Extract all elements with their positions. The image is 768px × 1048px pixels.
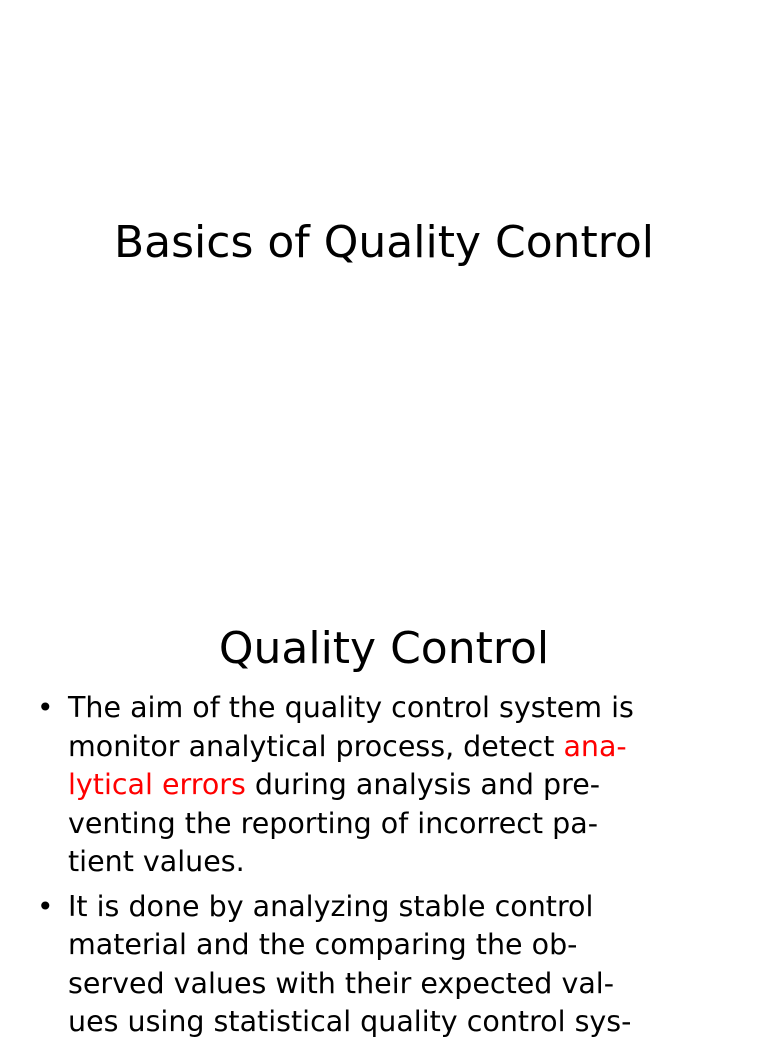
- bullet-1-line-5: tient values.: [68, 845, 245, 878]
- bullet-1-line-2: [68, 728, 768, 767]
- bullet-2-line-4: ues using statistical quality control sys-: [68, 1005, 632, 1038]
- bullet-1-line-3-text: during analysis and pre-: [245, 768, 601, 801]
- bullet-marker-icon: •: [37, 889, 54, 923]
- bullet-item-method: [0, 888, 768, 1042]
- bullet-1-line-3: [68, 766, 768, 805]
- slide-2-title: Quality Control: [218, 623, 550, 674]
- bullet-1-line-1: The aim of the quality control system is: [68, 691, 634, 724]
- bullet-1-line-4: venting the reporting of incorrect pa-: [68, 806, 598, 840]
- bullet-1-line-2-text: monitor analytical process, detect: [68, 729, 564, 763]
- highlight-analytical-errors-part-2: lytical errors: [68, 768, 246, 801]
- bullet-marker-icon: •: [37, 691, 54, 724]
- bullet-2-line-2: material and the comparing the ob-: [68, 928, 578, 961]
- highlight-analytical-errors-part-1: ana-: [563, 729, 627, 763]
- bullet-2-line-3: served values with their expected val-: [68, 966, 614, 1000]
- bullet-2-line-1: It is done by analyzing stable control: [68, 889, 594, 923]
- bullet-list: [0, 689, 768, 1048]
- bullet-item-aim: [0, 689, 768, 882]
- slide-1-title: Basics of Quality Control: [113, 217, 655, 268]
